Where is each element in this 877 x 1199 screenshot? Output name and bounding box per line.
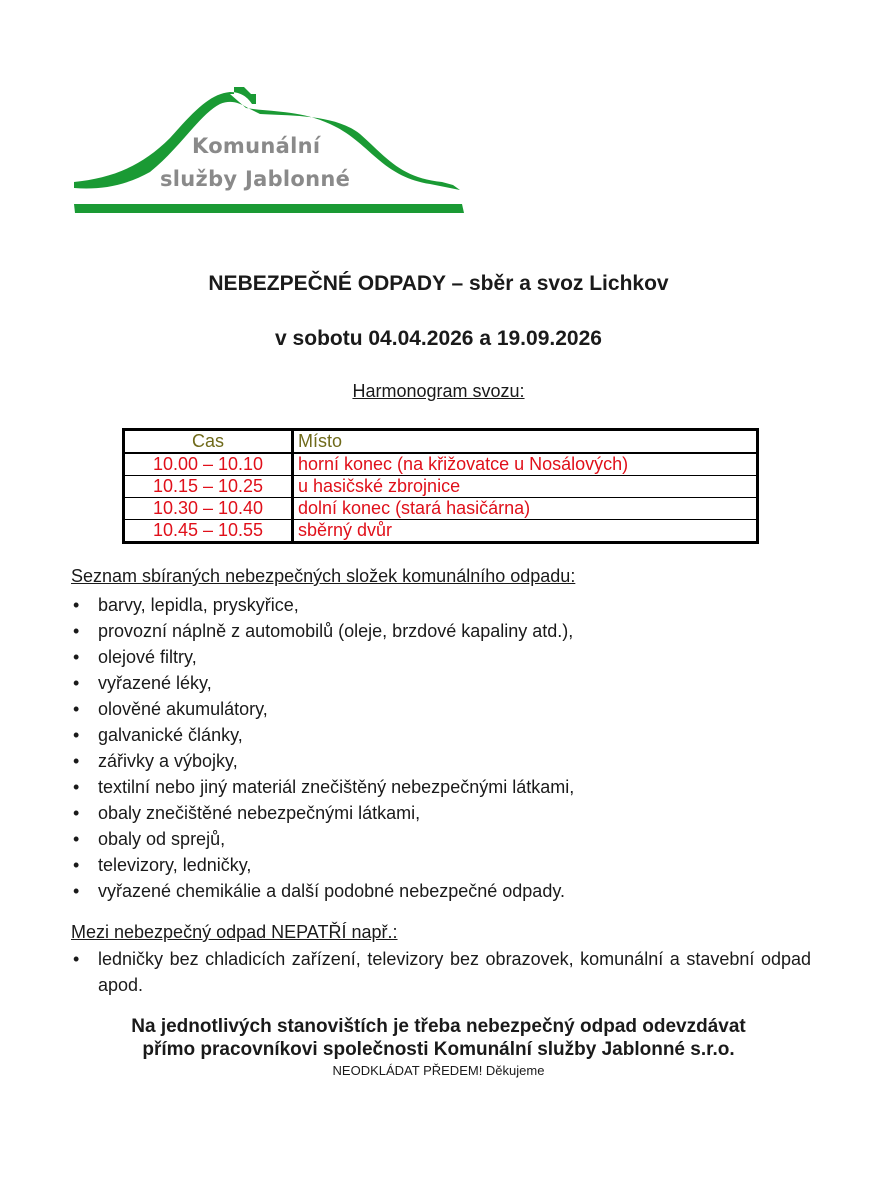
item-text: zářivky a výbojky, <box>98 751 238 771</box>
list-item <box>71 800 574 826</box>
list-item <box>71 852 574 878</box>
row-place: u hasičské zbrojnice <box>293 476 758 498</box>
bullet-icon: • <box>73 829 80 849</box>
item-text: olověné akumulátory, <box>98 699 268 719</box>
schedule-heading: Harmonogram svozu: <box>352 381 525 401</box>
item-text: textilní nebo jiný materiál znečištěný nebezpečnými látkami, <box>98 777 575 797</box>
bullet-icon: • <box>73 855 80 875</box>
table-row <box>124 476 758 498</box>
row-place: sběrný dvůr <box>293 520 758 543</box>
list-item <box>71 748 574 774</box>
bullet-icon: • <box>73 881 80 901</box>
header-place: Místo <box>293 430 758 454</box>
bullet-icon: • <box>73 647 80 667</box>
bullet-icon: • <box>73 751 80 771</box>
closing-notice <box>0 1015 877 1061</box>
table-header-row <box>124 430 758 454</box>
company-logo <box>70 86 470 218</box>
bullet-icon: • <box>73 949 80 969</box>
table-row <box>124 520 758 543</box>
list-item <box>71 696 574 722</box>
logo-text-line2: služby Jablonné <box>160 167 351 191</box>
list-item <box>71 670 574 696</box>
item-text: vyřazené chemikálie a další podobné nebezpečné odpady. <box>98 881 565 901</box>
header-time: Cas <box>124 430 293 454</box>
excluded-list <box>71 946 811 998</box>
list-item <box>71 618 574 644</box>
bullet-icon: • <box>73 621 80 641</box>
list-item <box>71 826 574 852</box>
list-item <box>71 774 574 800</box>
list-item <box>71 946 811 998</box>
bullet-icon: • <box>73 777 80 797</box>
item-text: barvy, lepidla, pryskyřice, <box>98 595 299 615</box>
closing-line1: Na jednotlivých stanovištích je třeba nebezpečný odpad odevzdávat <box>131 1016 746 1037</box>
item-text: galvanické články, <box>98 725 243 745</box>
bullet-icon: • <box>73 803 80 823</box>
item-text: vyřazené léky, <box>98 673 212 693</box>
excluded-heading: Mezi nebezpečný odpad NEPATŘÍ např.: <box>71 922 398 942</box>
closing-note: NEODKLÁDAT PŘEDEM! Děkujeme <box>332 1063 545 1078</box>
row-time: 10.15 – 10.25 <box>124 476 293 498</box>
row-place: horní konec (na křižovatce u Nosálových) <box>293 453 758 476</box>
item-text: obaly znečištěné nebezpečnými látkami, <box>98 803 421 823</box>
collected-list <box>71 592 574 904</box>
item-text: obaly od sprejů, <box>98 829 226 849</box>
item-text: ledničky bez chladicích zařízení, televizory bez obrazovek, komunální a stavební odpad apod. <box>98 949 811 995</box>
row-place: dolní konec (stará hasičárna) <box>293 498 758 520</box>
schedule-table <box>122 428 759 544</box>
table-row <box>124 498 758 520</box>
row-time: 10.45 – 10.55 <box>124 520 293 543</box>
bullet-icon: • <box>73 725 80 745</box>
list-item <box>71 644 574 670</box>
page-title: NEBEZPEČNÉ ODPADY – sběr a svoz Lichkov <box>208 272 669 295</box>
item-text: televizory, ledničky, <box>98 855 252 875</box>
item-text: olejové filtry, <box>98 647 197 667</box>
page-subtitle: v sobotu 04.04.2026 a 19.09.2026 <box>275 327 602 350</box>
list-item <box>71 592 574 618</box>
bullet-icon: • <box>73 699 80 719</box>
item-text: provozní náplně z automobilů (oleje, brzdové kapaliny atd.), <box>98 621 574 641</box>
row-time: 10.00 – 10.10 <box>124 453 293 476</box>
logo-text-line1: Komunální <box>192 134 321 158</box>
list-item <box>71 878 574 904</box>
bullet-icon: • <box>73 595 80 615</box>
list-item <box>71 722 574 748</box>
table-row <box>124 453 758 476</box>
bullet-icon: • <box>73 673 80 693</box>
collected-heading: Seznam sbíraných nebezpečných složek komunálního odpadu: <box>71 566 576 586</box>
closing-line2: přímo pracovníkovi společnosti Komunální služby Jablonné s.r.o. <box>142 1039 735 1060</box>
row-time: 10.30 – 10.40 <box>124 498 293 520</box>
